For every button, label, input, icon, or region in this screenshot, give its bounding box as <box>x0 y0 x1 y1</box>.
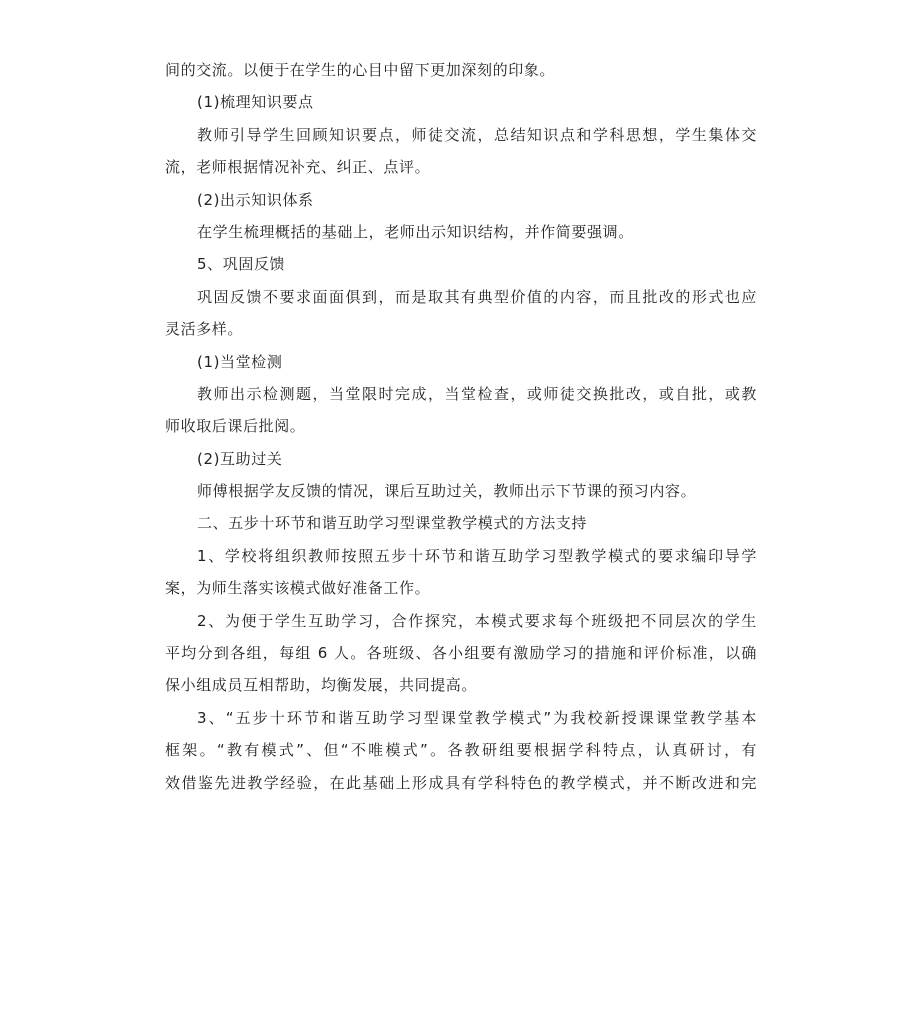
document-page <box>165 54 757 799</box>
text-line: 效借鉴先进教学经验，在此基础上形成具有学科特色的教学模式，并不断改进和完 <box>165 773 757 792</box>
section-heading: 二、五步十环节和谐互助学习型课堂教学模式的方法支持 <box>197 514 588 533</box>
text-line: 教师出示检测题，当堂限时完成，当堂检查，或师徒交换批改，或自批，或教 <box>197 384 757 403</box>
text-line: 平均分到各组，每组 6 人。各班级、各小组要有激励学习的措施和评价标准，以确 <box>165 644 757 663</box>
text-line: 流，老师根据情况补充、纠正、点评。 <box>165 158 431 177</box>
subheading: (2)互助过关 <box>197 449 283 468</box>
text-line: 保小组成员互相帮助，均衡发展，共同提高。 <box>165 676 478 695</box>
text-line: 灵活多样。 <box>165 320 244 339</box>
text-line: 师傅根据学友反馈的情况，课后互助过关，教师出示下节课的预习内容。 <box>197 482 697 501</box>
subheading: (2)出示知识体系 <box>197 190 314 209</box>
text-line: 教师引导学生回顾知识要点，师徒交流，总结知识点和学科思想，学生集体交 <box>197 125 757 144</box>
text-line: 在学生梳理概括的基础上，老师出示知识结构，并作简要强调。 <box>197 222 634 241</box>
subheading: (1)梳理知识要点 <box>197 93 314 112</box>
text-line: 巩固反馈不要求面面俱到，而是取其有典型价值的内容，而且批改的形式也应 <box>197 287 757 306</box>
text-line: 案，为师生落实该模式做好准备工作。 <box>165 579 431 598</box>
text-line: 师收取后课后批阅。 <box>165 417 306 436</box>
text-line: 间的交流。以便于在学生的心目中留下更加深刻的印象。 <box>165 61 556 79</box>
section-heading: 5、巩固反馈 <box>197 255 286 274</box>
text-line: 3、“五步十环节和谐互助学习型课堂教学模式”为我校新授课课堂教学基本 <box>197 708 757 727</box>
text-line: 1、学校将组织教师按照五步十环节和谐互助学习型教学模式的要求编印导学 <box>197 546 757 565</box>
text-line: 框架。“教有模式”、但“不唯模式”。各教研组要根据学科特点，认真研讨，有 <box>165 741 757 760</box>
subheading: (1)当堂检测 <box>197 352 283 371</box>
text-line: 2、为便于学生互助学习，合作探究，本模式要求每个班级把不同层次的学生 <box>197 611 757 630</box>
